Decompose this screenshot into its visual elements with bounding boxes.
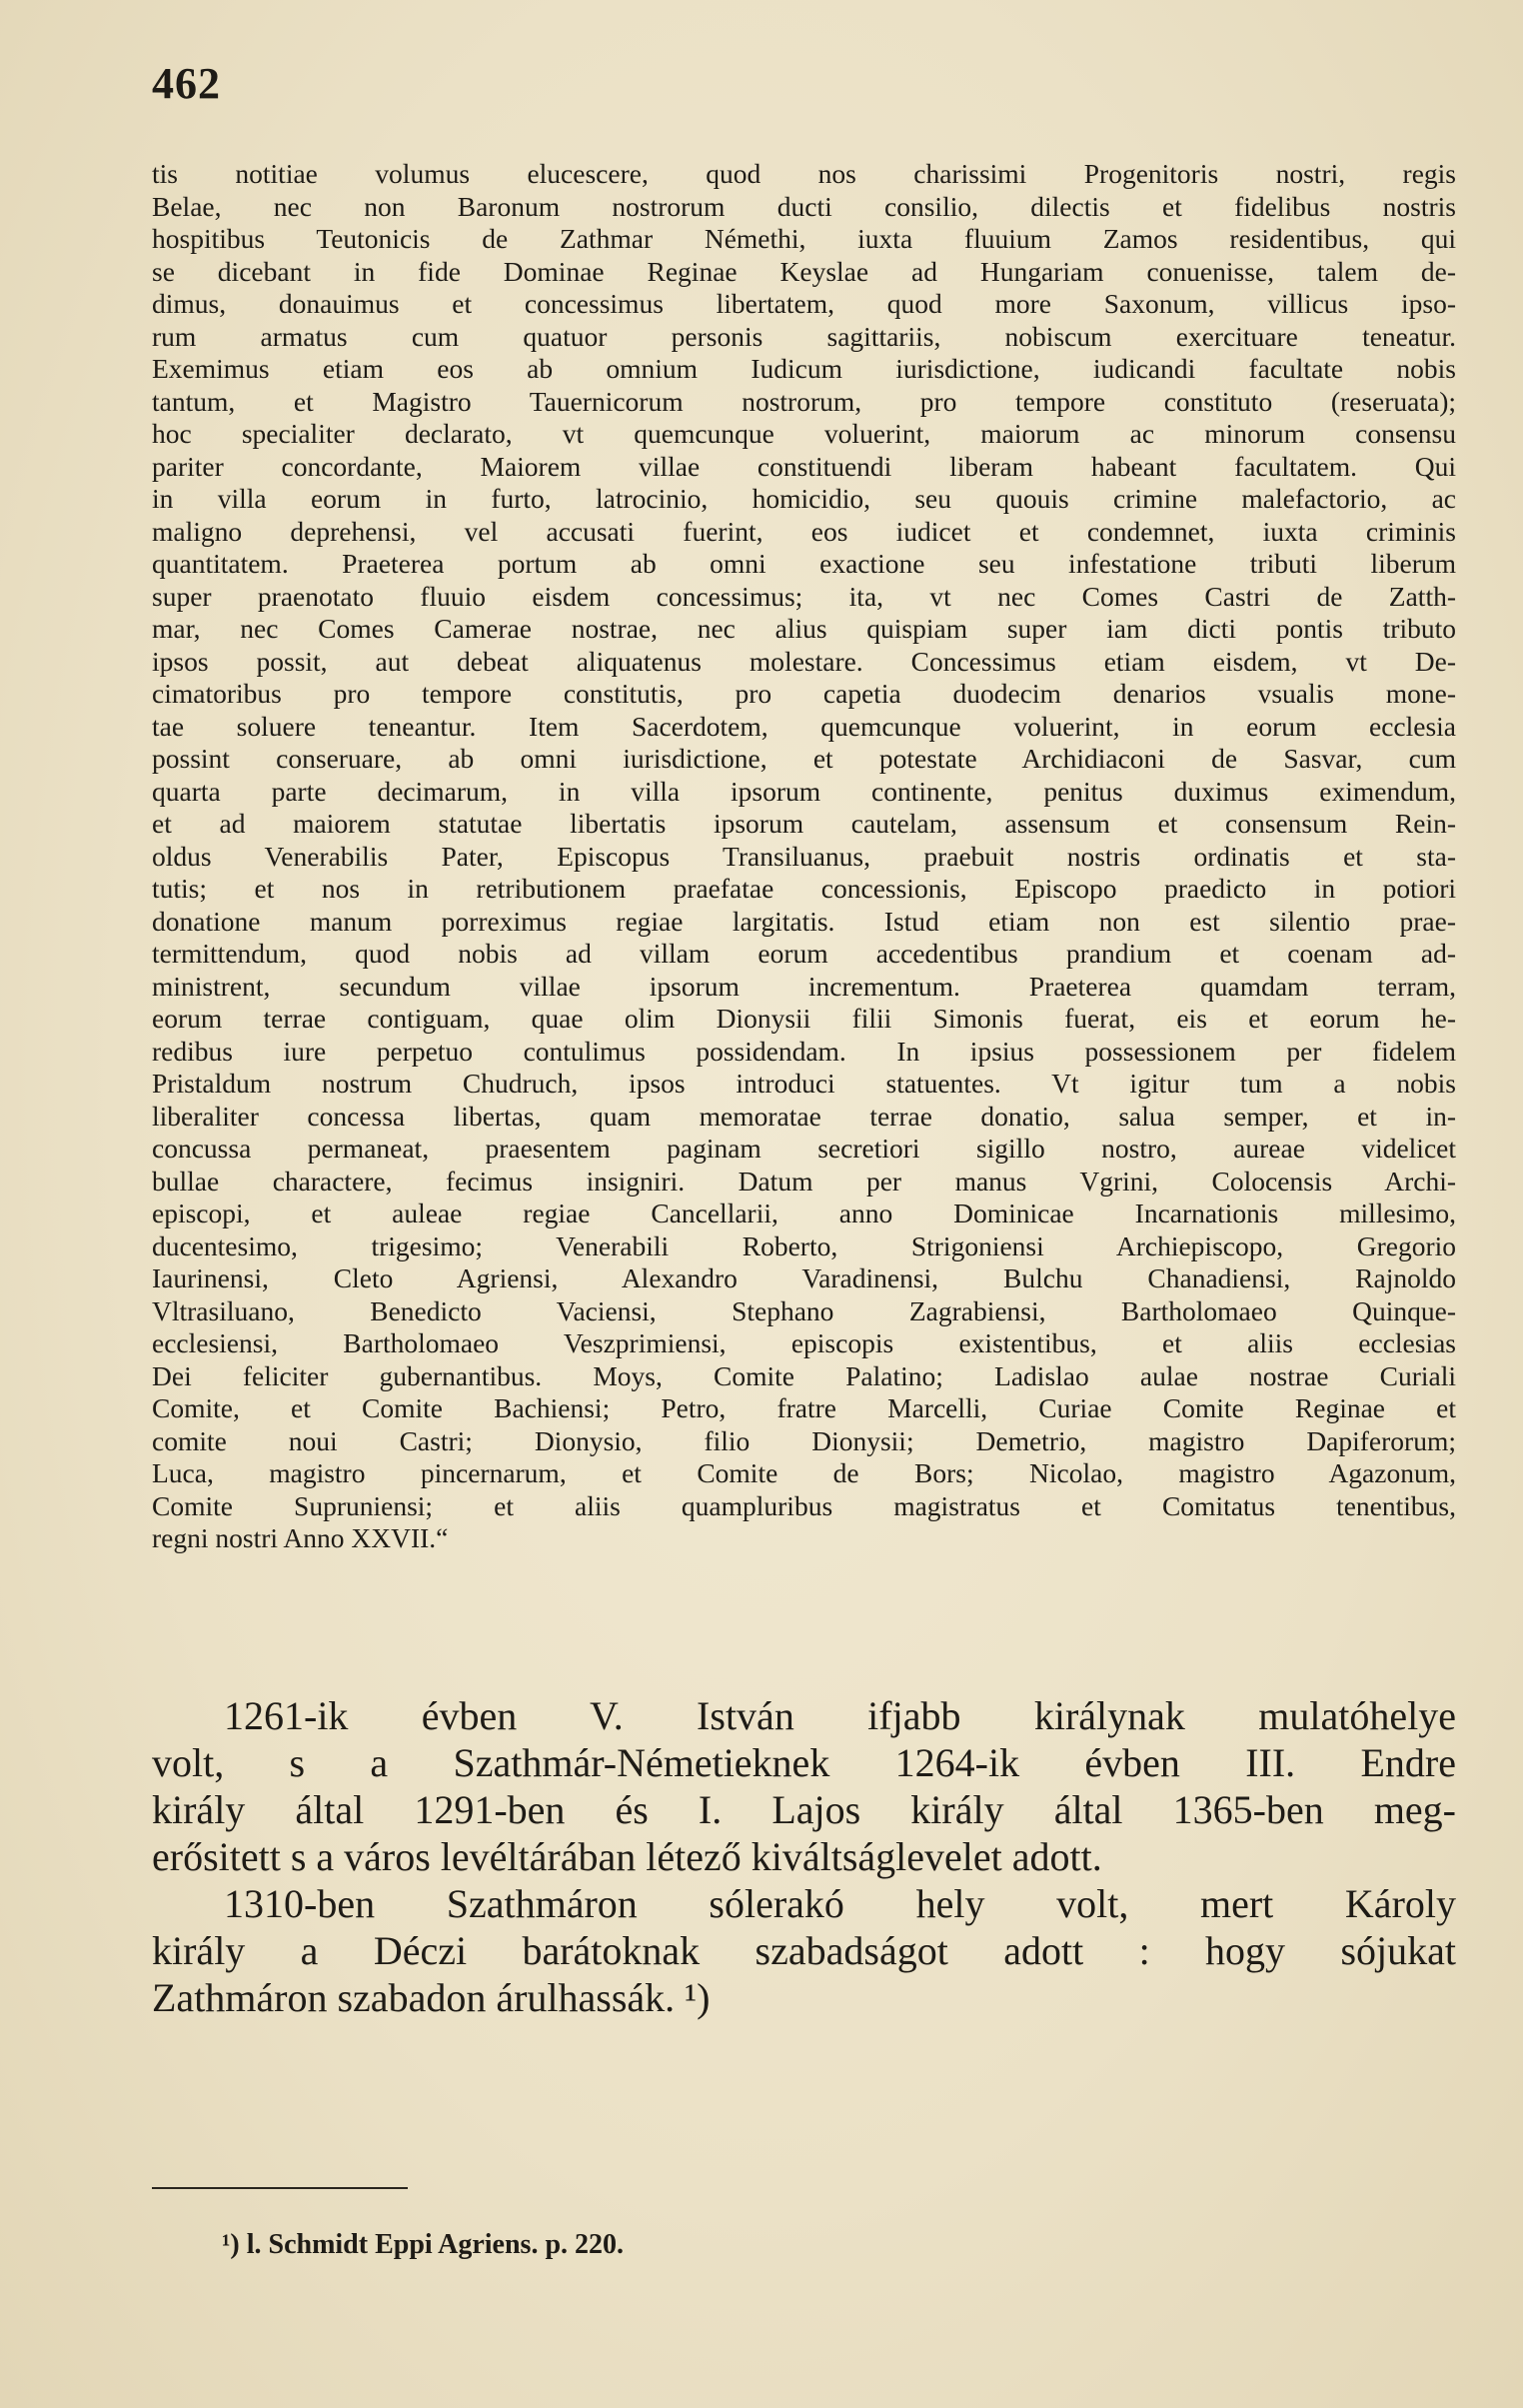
latin-line: liberaliter concessa libertas, quam memoratae terrae donatio, salua semper, et in-	[152, 1100, 1456, 1132]
latin-line: cimatoribus pro tempore constitutis, pro capetia duodecim denarios vsualis mone-	[152, 678, 1456, 709]
latin-line: hospitibus Teutonicis de Zathmar Némethi, iuxta fluuium Zamos residentibus, qui	[152, 223, 1456, 254]
hungarian-line: király a Déczi barátoknak szabadságot adott : hogy sójukat	[152, 1928, 1456, 1973]
latin-line: Belae, nec non Baronum nostrorum ducti consilio, dilectis et fidelibus nostris	[152, 190, 1456, 222]
hungarian-line: 1261-ik évben V. István ifjabb királynak mulatóhelye	[224, 1693, 1456, 1738]
latin-line: hoc specialiter declarato, vt quemcunque voluerint, maiorum ac minorum consensu	[152, 418, 1456, 449]
hungarian-line: király által 1291-ben és I. Lajos király által 1365-ben meg-	[152, 1787, 1456, 1832]
hungarian-body-text	[152, 1692, 1456, 2021]
latin-line: rum armatus cum quatuor personis sagittariis, nobiscum exercituare teneatur.	[152, 320, 1456, 352]
footnote-divider	[152, 2187, 408, 2189]
latin-line: et ad maiorem statutae libertatis ipsorum cautelam, assensum et consensum Rein-	[152, 808, 1456, 839]
latin-line: super praenotato fluuio eisdem concessimus; ita, vt nec Comes Castri de Zatth-	[152, 580, 1456, 612]
latin-line: episcopi, et auleae regiae Cancellarii, anno Dominicae Incarnationis millesimo,	[152, 1198, 1456, 1228]
latin-line: termittendum, quod nobis ad villam eorum accedentibus prandium et coenam ad-	[152, 938, 1456, 969]
latin-line: possint conseruare, ab omni iurisdictione, et potestate Archidiaconi de Sasvar, cum	[152, 743, 1456, 774]
latin-charter-text	[152, 158, 1456, 1555]
latin-line: ducentesimo, trigesimo; Venerabili Roberto, Strigoniensi Archiepiscopo, Gregorio	[152, 1229, 1456, 1261]
latin-line: redibus iure perpetuo contulimus possidendam. In ipsius possessionem per fidelem	[152, 1035, 1456, 1067]
latin-line: Exemimus etiam eos ab omnium Iudicum iurisdictione, iudicandi facultate nobis	[152, 353, 1456, 384]
hungarian-line: 1310-ben Szathmáron sólerakó hely volt, mert Károly	[224, 1881, 1456, 1926]
hungarian-line: volt, s a Szathmár-Németieknek 1264-ik évben III. Endre	[152, 1740, 1456, 1785]
hungarian-line: erősitett s a város levéltárában létező kiváltságlevelet adott.	[152, 1834, 1102, 1879]
latin-line: eorum terrae contiguam, quae olim Dionysii filii Simonis fuerat, eis et eorum he-	[152, 1003, 1456, 1034]
latin-line: donatione manum porreximus regiae largitatis. Istud etiam non est silentio prae-	[152, 905, 1456, 937]
latin-line: maligno deprehensi, vel accusati fuerint, eos iudicet et condemnet, iuxta criminis	[152, 515, 1456, 547]
latin-line: Iaurinensi, Cleto Agriensi, Alexandro Varadinensi, Bulchu Chanadiensi, Rajnoldo	[152, 1262, 1456, 1293]
page-number: 462	[152, 59, 221, 108]
latin-line: mar, nec Comes Camerae nostrae, nec alius quispiam super iam dicti pontis tributo	[152, 613, 1456, 644]
latin-line: in villa eorum in furto, latrocinio, homicidio, seu quouis crimine malefactorio, ac	[152, 483, 1456, 514]
latin-line: dimus, donauimus et concessimus libertatem, quod more Saxonum, villicus ipso-	[152, 288, 1456, 319]
latin-line: Comite Supruniensi; et aliis quampluribus magistratus et Comitatus tenentibus,	[152, 1489, 1456, 1521]
hungarian-line: Zathmáron szabadon árulhassák. ¹)	[152, 1975, 711, 2020]
latin-line: quantitatem. Praeterea portum ab omni exactione seu infestatione tributi liberum	[152, 548, 1456, 579]
latin-line: ecclesiensi, Bartholomaeo Veszprimiensi, episcopis existentibus, et aliis ecclesias	[152, 1327, 1456, 1358]
latin-line: concussa permaneat, praesentem paginam secretiori sigillo nostro, aureae videlicet	[152, 1133, 1456, 1164]
latin-line: Pristaldum nostrum Chudruch, ipsos introduci statuentes. Vt igitur tum a nobis	[152, 1068, 1456, 1099]
latin-line: regni nostri Anno XXVII.“	[152, 1522, 449, 1553]
latin-line: tutis; et nos in retributionem praefatae concessionis, Episcopo praedicto in potiori	[152, 873, 1456, 904]
latin-line: Dei feliciter gubernantibus. Moys, Comite Palatino; Ladislao aulae nostrae Curiali	[152, 1359, 1456, 1391]
latin-line: Comite, et Comite Bachiensi; Petro, fratre Marcelli, Curiae Comite Reginae et	[152, 1392, 1456, 1423]
footnote: ¹) l. Schmidt Eppi Agriens. p. 220.	[222, 2229, 625, 2260]
latin-line: bullae charactere, fecimus insigniri. Datum per manus Vgrini, Colocensis Archi-	[152, 1165, 1456, 1197]
latin-line: Vltrasiluano, Benedicto Vaciensi, Stephano Zagrabiensi, Bartholomaeo Quinque-	[152, 1294, 1456, 1326]
latin-line: ipsos possit, aut debeat aliquatenus molestare. Concessimus etiam eisdem, vt De-	[152, 645, 1456, 677]
latin-line: se dicebant in fide Dominae Reginae Keyslae ad Hungariam conuenisse, talem de-	[152, 255, 1456, 287]
latin-line: tae soluere teneantur. Item Sacerdotem, quemcunque voluerint, in eorum ecclesia	[152, 710, 1456, 742]
latin-line: tantum, et Magistro Tauernicorum nostrorum, pro tempore constituto (reseruata);	[152, 385, 1456, 417]
latin-line: tis notitiae volumus elucescere, quod nos charissimi Progenitoris nostri, regis	[152, 158, 1456, 189]
latin-line: pariter concordante, Maiorem villae constituendi liberam habeant facultatem. Qui	[152, 450, 1456, 482]
latin-line: Luca, magistro pincernarum, et Comite de Bors; Nicolao, magistro Agazonum,	[152, 1457, 1456, 1488]
latin-line: comite noui Castri; Dionysio, filio Dionysii; Demetrio, magistro Dapiferorum;	[152, 1424, 1456, 1456]
latin-line: ministrent, secundum villae ipsorum incrementum. Praeterea quamdam terram,	[152, 970, 1456, 1002]
latin-line: quarta parte decimarum, in villa ipsorum continente, penitus duximus eximendum,	[152, 775, 1456, 807]
latin-line: oldus Venerabilis Pater, Episcopus Transiluanus, praebuit nostris ordinatis et sta-	[152, 840, 1456, 872]
